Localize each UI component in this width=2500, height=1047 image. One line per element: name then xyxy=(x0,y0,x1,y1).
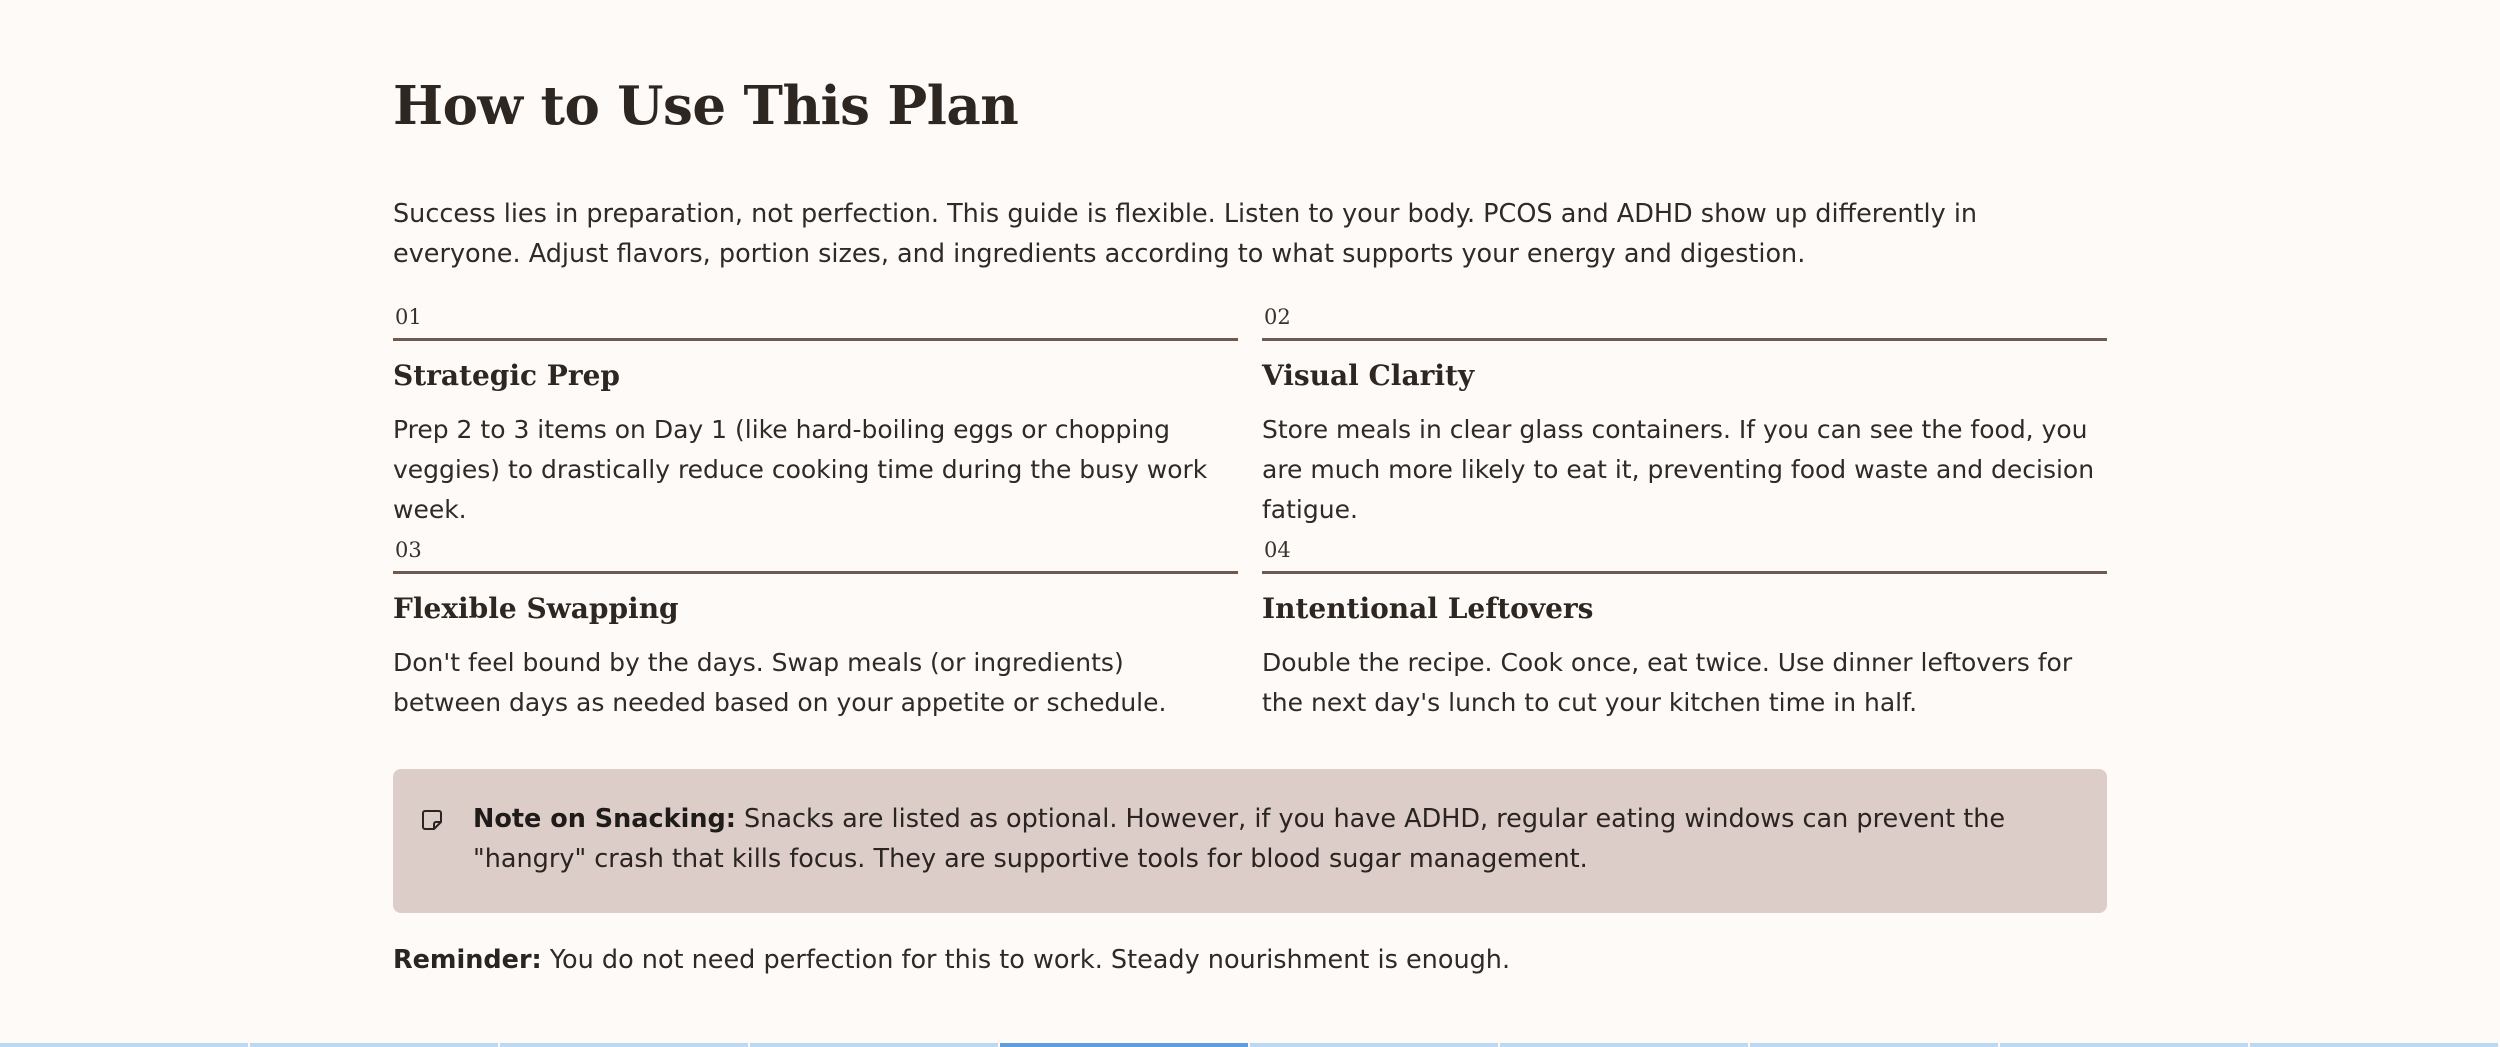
tip-body: Prep 2 to 3 items on Day 1 (like hard-boiling eggs or chopping veggies) to drastically reduce cooking time during the busy work week. xyxy=(393,415,1208,524)
tip-title: Flexible Swapping xyxy=(393,592,679,625)
page-progress-bar xyxy=(0,1041,2500,1047)
note-body: Snacks are listed as optional. However, if you have ADHD, regular eating windows can prevent the "hangry" crash that kills focus. They are supportive tools for blood sugar management. xyxy=(473,804,2006,874)
tip-body: Double the recipe. Cook once, eat twice. Use dinner leftovers for the next day's lunch to cut your kitchen time in half. xyxy=(1262,648,2073,717)
tip-number: 04 xyxy=(1264,538,1291,562)
tip-title: Strategic Prep xyxy=(393,359,621,392)
tip-body: Don't feel bound by the days. Swap meals (or ingredients) between days as needed based on your appetite or schedule. xyxy=(393,648,1167,717)
progress-segment xyxy=(0,1043,250,1047)
tip-divider xyxy=(393,571,1238,574)
reminder xyxy=(393,940,2107,980)
intro-paragraph: Success lies in preparation, not perfection. This guide is flexible. Listen to your body. PCOS and ADHD show up differently in everyone. Adjust flavors, portion sizes, and ingredients according to what supports your energy and digestion. xyxy=(393,199,1978,269)
tip-body: Store meals in clear glass containers. If you can see the food, you are much more likely to eat it, preventing food waste and decision fatigue. xyxy=(1262,415,2095,524)
sticky-note-icon xyxy=(420,808,444,832)
tip-title: Visual Clarity xyxy=(1262,359,1475,392)
page-title: How to Use This Plan xyxy=(393,75,1019,137)
progress-segment xyxy=(1500,1043,1750,1047)
progress-segment-active xyxy=(1000,1043,1250,1047)
progress-segment xyxy=(500,1043,750,1047)
progress-segment xyxy=(250,1043,500,1047)
tip-title: Intentional Leftovers xyxy=(1262,592,1594,625)
snacking-note xyxy=(393,769,2107,913)
progress-segment xyxy=(1250,1043,1500,1047)
note-label: Note on Snacking: xyxy=(473,804,736,834)
progress-segment xyxy=(750,1043,1000,1047)
tip-divider xyxy=(1262,571,2107,574)
progress-segment xyxy=(2250,1043,2500,1047)
tip-number: 01 xyxy=(395,305,422,329)
reminder-label: Reminder: xyxy=(393,945,542,975)
reminder-text: You do not need perfection for this to work. Steady nourishment is enough. xyxy=(541,945,1511,975)
note-text xyxy=(473,799,2083,879)
tip-number: 02 xyxy=(1264,305,1291,329)
tip-number: 03 xyxy=(395,538,422,562)
tip-divider xyxy=(1262,338,2107,341)
tip-divider xyxy=(393,338,1238,341)
progress-segment xyxy=(2000,1043,2250,1047)
progress-segment xyxy=(1750,1043,2000,1047)
